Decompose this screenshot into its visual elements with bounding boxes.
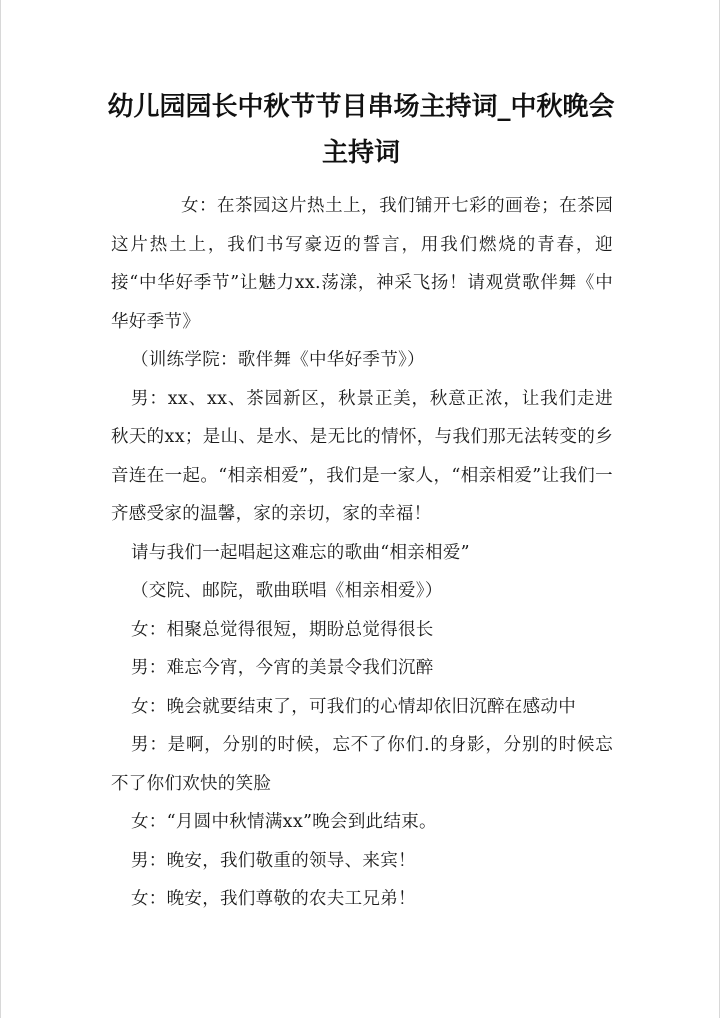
paragraph: 男：xx、xx、茶园新区，秋景正美，秋意正浓，让我们走进秋天的xx；是山、是水、是无比的情怀，与我们那无法转变的乡音连在一起。“相亲相爱”，我们是一家人，“相亲相爱”让我们一齐感受家的温馨，家的亲切，家的幸福！ [111, 388, 613, 524]
paragraph: 女：在茶园这片热土上，我们铺开七彩的画卷；在茶园这片热土上，我们书写豪迈的誓言，用我们燃烧的青春，迎接“中华好季节”让魅力xx.荡漾，神采飞扬！请观赏歌伴舞《中华好季节》 [111, 196, 613, 332]
paragraph: 请与我们一起唱起这难忘的歌曲“相亲相爱” [131, 542, 470, 563]
paragraph: （交院、邮院，歌曲联唱《相亲相爱》） [131, 581, 443, 601]
document-body [111, 187, 613, 919]
document-title: 幼儿园园长中秋节节目串场主持词_中秋晚会主持词 [107, 92, 615, 168]
paragraph: 女：“月圆中秋情满xx”晚会到此结束。 [131, 812, 437, 832]
paragraph: （训练学院：歌伴舞《中华好季节》） [131, 350, 425, 370]
paragraph: 女：相聚总觉得很短，期盼总觉得很长 [131, 619, 434, 640]
paragraph: 男：晚安，我们敬重的领导、来宾！ [131, 850, 416, 871]
paragraph: 女：晚安，我们尊敬的农夫工兄弟！ [131, 889, 416, 909]
paragraph: 男：是啊，分别的时候，忘不了你们.的身影，分别的时候忘不了你们欢快的笑脸 [111, 735, 613, 794]
paragraph: 女：晚会就要结束了，可我们的心情却依旧沉醉在感动中 [131, 696, 576, 717]
paragraph: 男：难忘今宵，今宵的美景令我们沉醉 [131, 658, 434, 678]
